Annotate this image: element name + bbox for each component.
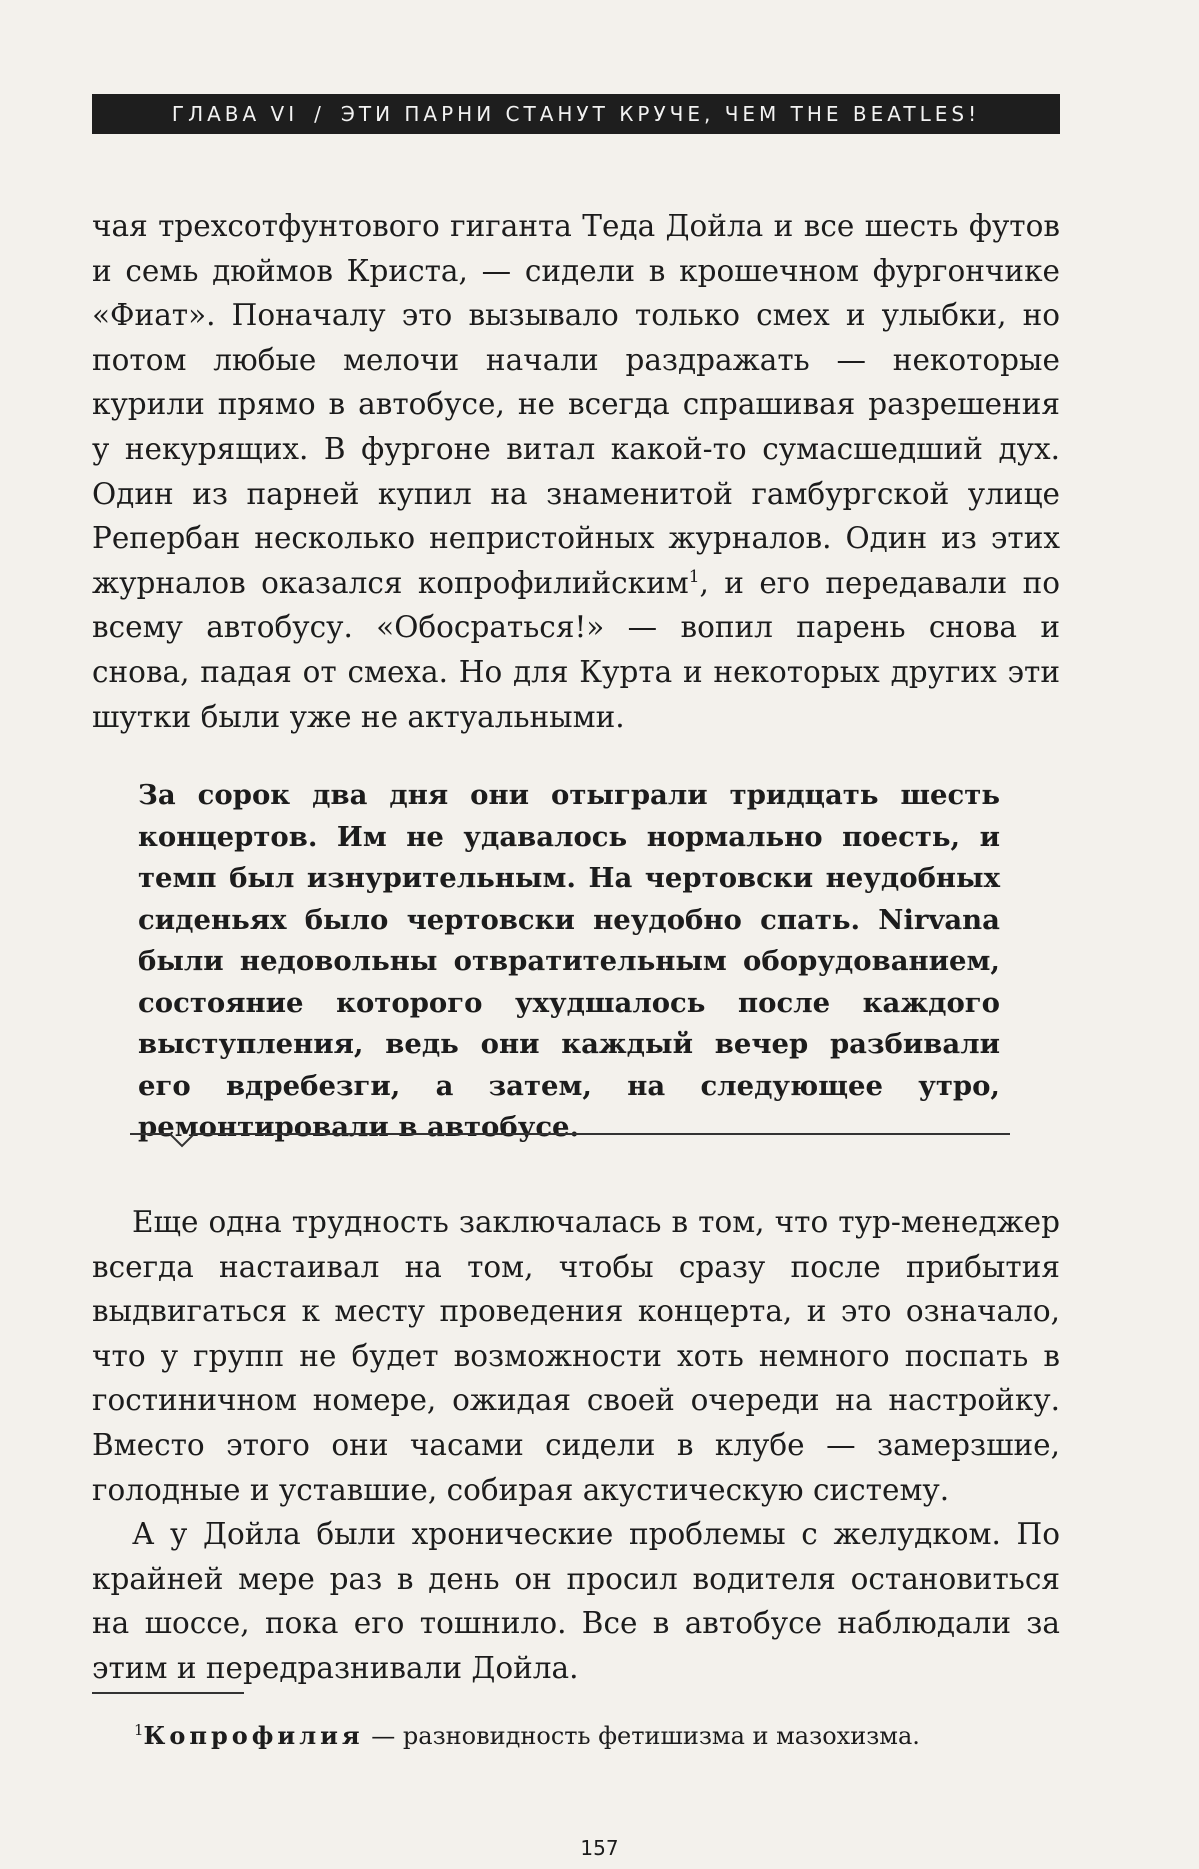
quote-divider	[130, 1128, 1010, 1152]
footnote-divider	[92, 1692, 244, 1694]
chapter-label: ГЛАВА VI	[171, 102, 299, 126]
pull-quote: За сорок два дня они отыграли тридцать шесть концертов. Им не удавалось нормально поесть, и темп был изнурительным. На чертовски неудобных сиденьях было чертовски неудобно спать. Nirvana были недовольны отвратительным оборудованием, состояние которого ухудшалось после каждого выступления, ведь они каждый вечер разбивали его вдребезги, а затем, на следующее утро, ремонтировали в автобусе.	[138, 779, 1000, 1143]
header-separator: /	[314, 102, 325, 126]
chapter-title: ЭТИ ПАРНИ СТАНУТ КРУЧЕ, ЧЕМ THE BEATLES!	[340, 102, 981, 126]
footnote	[134, 1720, 1034, 1752]
footnote-definition: — разновидность фетишизма и мазохизма.	[363, 1722, 920, 1750]
paragraph-1-text-continued: , и его передавали по всему автобусу. «Обосраться!» — вопил парень снова и снова, падая от смеха. Но для Курта и некоторых других эти шутки были уже не актуальными.	[92, 565, 1060, 734]
running-header	[92, 94, 1060, 134]
footnote-number: 1	[134, 1721, 144, 1739]
paragraph-2: Еще одна трудность заключалась в том, что тур-менеджер всегда настаивал на том, чтобы сразу после прибытия выдвигаться к месту проведения концерта, и это означало, что у групп не будет возможности хоть немного поспать в гостиничном номере, ожидая своей очереди на настройку. Вместо этого они часами сидели в клубе — замерзшие, голодные и уставшие, собирая акустическую систему.	[92, 1205, 1060, 1507]
page-number: 157	[580, 1836, 619, 1860]
paragraph-1-text: чая трехсотфунтового гиганта Теда Дойла и все шесть футов и семь дюймов Криста, — сидели в крошечном фургончике «Фиат». Поначалу это вызывало только смех и улыбки, но потом любые мелочи начали раздражать — некоторые курили прямо в автобусе, не всегда спрашивая разрешения у некурящих. В фургоне витал какой-то сумасшедший дух. Один из парней купил на знаменитой гамбургской улице Репербан несколько непристойных журналов. Один из этих журналов оказался копрофилийским	[92, 209, 1060, 600]
footnote-reference[interactable]: 1	[688, 566, 700, 587]
paragraph-3: А у Дойла были хронические проблемы с желудком. По крайней мере раз в день он просил водителя остановиться на шоссе, пока его тошнило. Все в автобусе наблюдали за этим и передразнивали Дойла.	[92, 1517, 1060, 1685]
footnote-term: Копрофилия	[143, 1721, 364, 1750]
paragraph-1	[92, 204, 1060, 739]
